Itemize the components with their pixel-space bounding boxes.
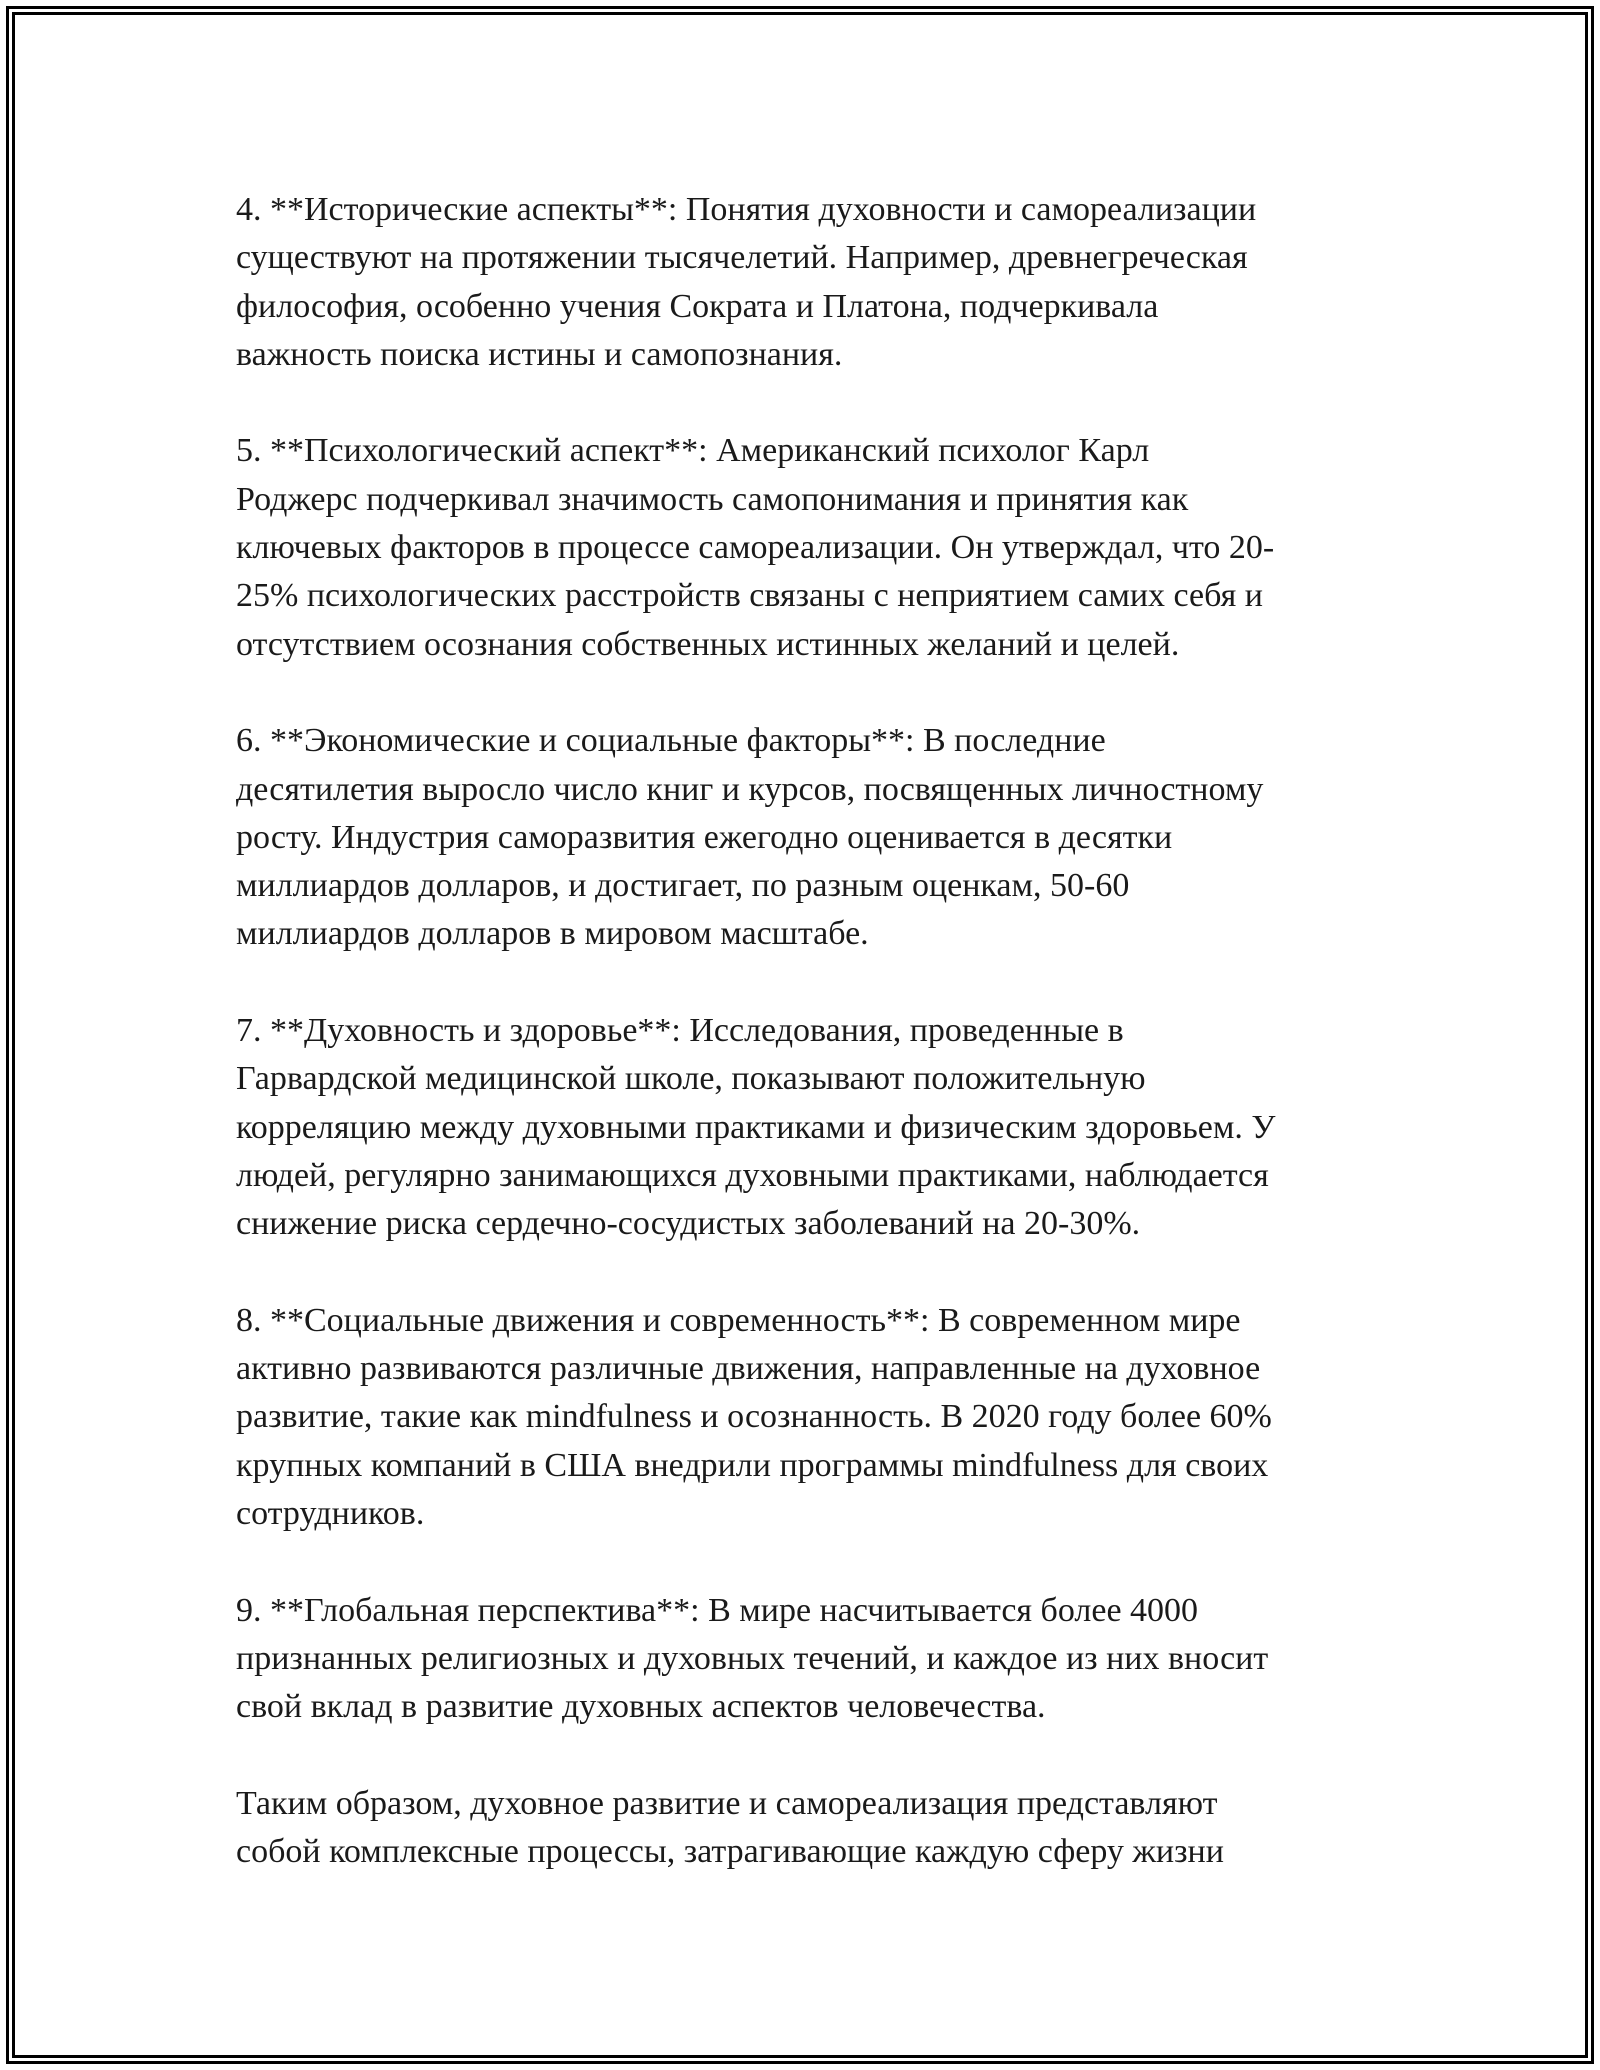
paragraph-psychological-aspect: 5. **Психологический аспект**: Американский психолог Карл Роджерс подчеркивал значимость самопонимания и принятия как ключевых факторов в процессе самореализации. Он утверждал, что 20- 25% психологических расстройств связаны с неприятием самих себя и отсутствием осознания собственных истинных желаний и целей. — [236, 432, 1275, 663]
document-body — [236, 186, 1366, 1876]
paragraph-historical-aspects: 4. **Исторические аспекты**: Понятия духовности и самореализации существуют на протяжении тысячелетий. Например, древнегреческая философия, особенно учения Сократа и Платона, подчеркивала важность поиска истины и самопознания. — [236, 191, 1257, 373]
paragraph-social-movements: 8. **Социальные движения и современность**: В современном мире активно развиваются различные движения, направленные на духовное развитие, такие как mindfulness и осознанность. В 2020 году более 60% крупных компаний в США внедрили программы mindfulness для своих сотрудников. — [236, 1301, 1272, 1533]
paragraph-economic-social-factors: 6. **Экономические и социальные факторы**: В последние десятилетия выросло число книг и курсов, посвященных личностному росту. Индустрия саморазвития ежегодно оценивается в десятки миллиардов долларов, и достигает, по разным оценкам, 50-60 миллиардов долларов в мировом масштабе. — [236, 722, 1264, 953]
paragraph-global-perspective: 9. **Глобальная перспектива**: В мире насчитывается более 4000 признанных религиозных и духовных течений, и каждое из них вносит свой вклад в развитие духовных аспектов человечества. — [236, 1591, 1269, 1726]
paragraph-conclusion: Таким образом, духовное развитие и самореализация представляют собой комплексные процессы, затрагивающие каждую сферу жизни — [236, 1784, 1224, 1871]
paragraph-spirituality-health: 7. **Духовность и здоровье**: Исследования, проведенные в Гарвардской медицинской школе, показывают положительную корреляцию между духовными практиками и физическим здоровьем. У людей, регулярно занимающихся духовными практиками, наблюдается снижение риска сердечно-сосудистых заболеваний на 20-30%. — [236, 1012, 1276, 1243]
